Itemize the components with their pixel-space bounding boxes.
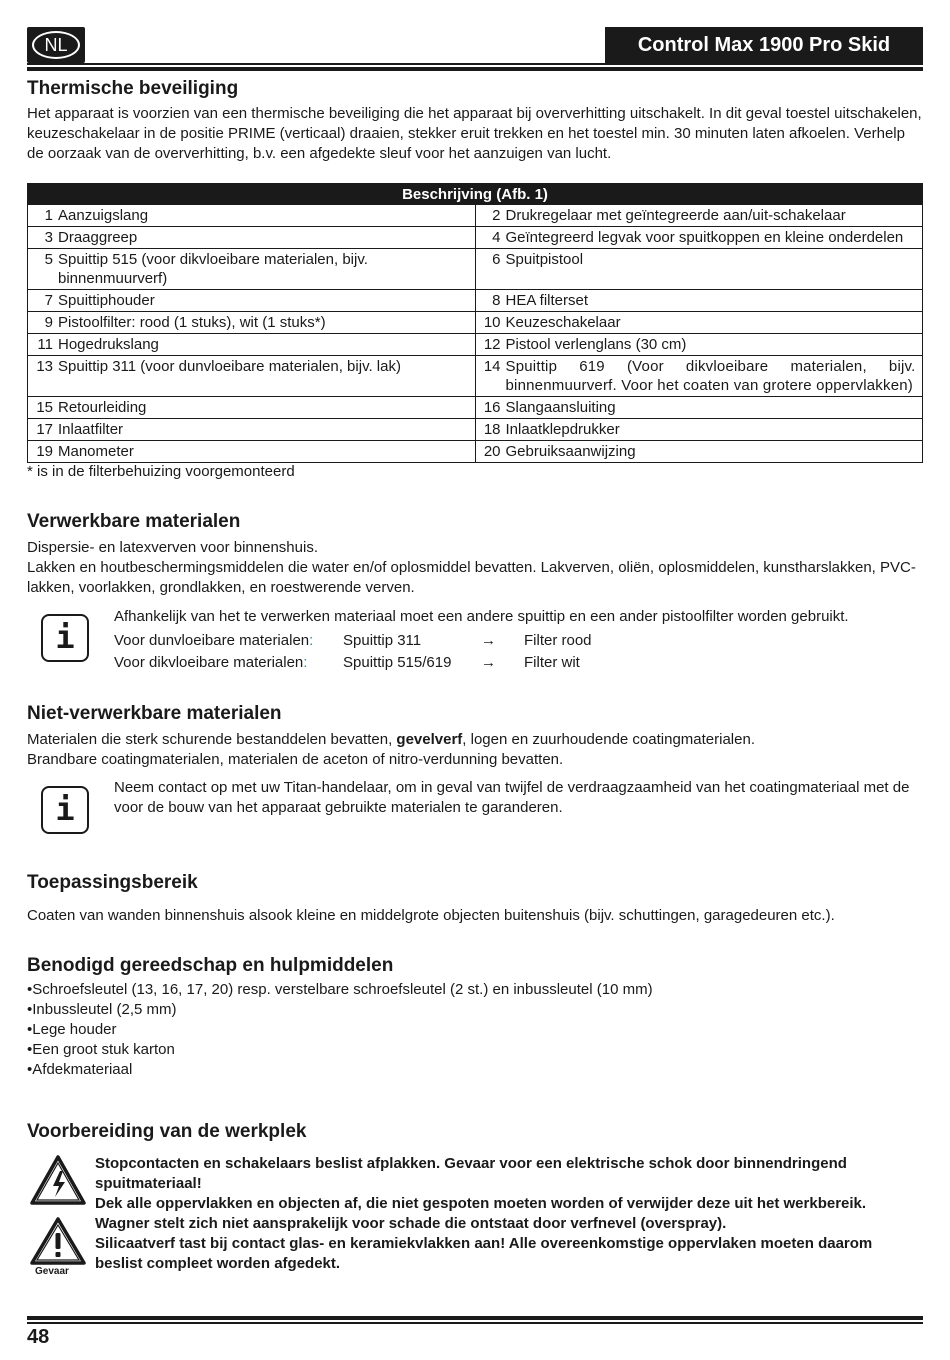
manual-page (27, 0, 923, 1360)
item-number: 19 (36, 443, 53, 460)
list-item: •Afdekmateriaal (27, 1061, 133, 1078)
non-processable-line1: Materialen die sterk schurende bestanddelen bevatten, gevelverf, logen en zuurhoudende coatingmaterialen. (27, 731, 755, 748)
table-row (28, 397, 923, 419)
table-cell (475, 249, 923, 290)
item-number: 9 (44, 314, 53, 331)
item-description: Slangaansluiting (505, 399, 616, 416)
table-cell (28, 441, 476, 463)
list-item: •Een groot stuk karton (27, 1041, 175, 1058)
table-row (28, 441, 923, 463)
item-description: Geïntegreerd legvak voor spuitkoppen en kleine onderdelen (505, 229, 904, 246)
table-cell (475, 441, 923, 463)
application-heading: Toepassingsbereik (27, 872, 198, 893)
thermal-heading: Thermische beveiliging (27, 78, 239, 99)
item-description: Aanzuigslang (58, 207, 149, 224)
table-cell (28, 227, 476, 249)
item-number: 17 (36, 421, 53, 438)
item-number: 15 (36, 399, 53, 416)
item-number: 16 (483, 399, 501, 416)
table-cell (28, 419, 476, 441)
table-cell (475, 334, 923, 356)
item-number: 13 (36, 358, 53, 375)
warning-line: Stopcontacten en schakelaars beslist afplakken. Gevaar voor een elektrische schok door binnendringend spuitmateriaal! (95, 1155, 847, 1192)
warning-line: Silicaatverf tast bij contact glas- en keramiekvlakken aan! Alle overeenkomstige oppervlaken moeten daarom beslist compleet worden afgedekt. (95, 1235, 873, 1272)
page-number: 48 (27, 1326, 50, 1348)
processable-heading: Verwerkbare materialen (27, 511, 241, 532)
workplace-heading: Voorbereiding van de werkplek (27, 1121, 307, 1142)
item-number: 1 (44, 207, 53, 224)
non-processable-line2: Brandbare coatingmaterialen, materialen de aceton of nitro-verdunning bevatten. (27, 751, 564, 768)
table-row (28, 312, 923, 334)
table-cell (475, 290, 923, 312)
arrow-icon: → (481, 632, 496, 649)
item-description: Pistool verlenglans (30 cm) (505, 336, 687, 353)
item-description: HEA filterset (505, 292, 589, 309)
tools-list (27, 980, 653, 1080)
danger-warning-icon (29, 1216, 87, 1266)
table-cell (475, 397, 923, 419)
item-number: 5 (44, 251, 53, 268)
thermal-text: Het apparaat is voorzien van een thermische beveiliging die het apparaat bij oververhitting uitschakelt. In dit geval toestel uitschakelen, keuzeschakelaar in de positie PRIME (verticaal) draaien, stekker eruit trekken en het toestel min. 30 minuten laten afkoelen. Verhelp de oorzaak van de oververhitting, b.v. een afgedekte sleuf voor het aanzuigen van lucht. (27, 105, 922, 162)
processable-line2: Lakken en houtbeschermingsmiddelen die water en/of oplosmiddel bevatten. Lakverven, oliën, oplosmiddelen, kunstharslakken, PVC-lakken, voorlakken, grondlakken, en roestwerende verven. (27, 559, 916, 596)
footer-rule (27, 1316, 923, 1320)
item-description: Drukregelaar met geïntegreerde aan/uit-schakelaar (505, 207, 846, 224)
table-cell (28, 356, 476, 397)
language-badge (27, 27, 85, 63)
item-number: 3 (44, 229, 53, 246)
thin-tip: Spuittip 311 (343, 632, 422, 649)
table-cell (475, 419, 923, 441)
item-description: Manometer (58, 443, 134, 460)
processable-info-text: Afhankelijk van het te verwerken materiaal moet een andere spuittip en een ander pistoolfilter worden gebruikt. (114, 608, 849, 625)
non-processable-heading: Niet-verwerkbare materialen (27, 703, 282, 724)
item-description: Keuzeschakelaar (505, 314, 621, 331)
item-number: 7 (44, 292, 53, 309)
parts-table-caption: Beschrijving (Afb. 1) (28, 184, 923, 205)
list-item: •Inbussleutel (2,5 mm) (27, 1001, 177, 1018)
table-cell (28, 312, 476, 334)
warning-line: Dek alle oppervlakken en objecten af, die niet gespoten moeten worden of verwijder deze uit het werkbereik. (95, 1195, 867, 1212)
warning-line: Wagner stelt zich niet aansprakelijk voor schade die ontstaat door verfnevel (overspray). (95, 1215, 727, 1232)
thin-label: Voor dunvloeibare materialen: (114, 632, 314, 649)
item-description: Spuittiphouder (58, 292, 155, 309)
item-description: Pistoolfilter: rood (1 stuks), wit (1 stuks*) (58, 314, 326, 331)
item-description: Retourleiding (58, 399, 147, 416)
table-cell (28, 290, 476, 312)
item-number: 11 (37, 336, 53, 353)
item-number: 8 (492, 292, 501, 309)
table-cell (475, 205, 923, 227)
header-rule (27, 67, 923, 71)
arrow-icon: → (481, 654, 496, 671)
item-description: Spuittip 311 (voor dunvloeibare materialen, bijv. lak) (58, 358, 401, 375)
parts-table-body (28, 205, 923, 463)
item-number: 14 (483, 358, 501, 375)
table-row (28, 249, 923, 290)
item-description: Spuitpistool (505, 251, 584, 268)
list-item: •Lege houder (27, 1021, 117, 1038)
item-number: 20 (483, 443, 501, 460)
info-icon: i (41, 614, 89, 662)
product-title: Control Max 1900 Pro Skid (605, 27, 923, 63)
processable-line1: Dispersie- en latexverven voor binnenshuis. (27, 539, 318, 556)
item-number: 12 (483, 336, 501, 353)
table-row (28, 205, 923, 227)
table-cell (28, 205, 476, 227)
table-row (28, 334, 923, 356)
thick-filter: Filter wit (524, 654, 580, 671)
item-description: Inlaatfilter (58, 421, 124, 438)
table-row (28, 227, 923, 249)
item-description: Spuittip 515 (voor dikvloeibare materialen, bijv. binnenmuurverf) (58, 251, 368, 287)
table-row (28, 419, 923, 441)
danger-label: Gevaar (35, 1266, 69, 1277)
warning-text-block (95, 1154, 923, 1274)
table-cell (28, 249, 476, 290)
item-number: 6 (492, 251, 501, 268)
table-cell (475, 227, 923, 249)
table-cell (475, 356, 923, 397)
table-row (28, 356, 923, 397)
header-rule-thick (27, 63, 923, 65)
list-item: •Schroefsleutel (13, 16, 17, 20) resp. verstelbare schroefsleutel (2 st.) en inbussleutel (10 mm) (27, 981, 653, 998)
language-code: NL (32, 31, 80, 59)
footer-rule-thin (27, 1322, 923, 1324)
parts-table (27, 183, 923, 463)
table-cell (475, 312, 923, 334)
tools-heading: Benodigd gereedschap en hulpmiddelen (27, 955, 394, 976)
item-description: Spuittip 619 (Voor dikvloeibare materialen, bijv. binnenmuurverf. Voor het coaten van grotere oppervlakken) (505, 358, 916, 394)
thick-label: Voor dikvloeibare materialen: (114, 654, 308, 671)
table-row (28, 290, 923, 312)
table-cell (28, 397, 476, 419)
item-number: 2 (492, 207, 501, 224)
item-number: 10 (483, 314, 501, 331)
item-number: 4 (492, 229, 501, 246)
non-processable-info-text: Neem contact op met uw Titan-handelaar, om in geval van twijfel de verdraagzaamheid van het coatingmateriaal met de voor de bouw van het apparaat gebruikte materialen te garanderen. (114, 779, 910, 816)
electric-shock-warning-icon (29, 1154, 87, 1206)
info-icon: i (41, 786, 89, 834)
thin-filter: Filter rood (524, 632, 592, 649)
thick-tip: Spuittip 515/619 (343, 654, 452, 671)
application-text: Coaten van wanden binnenshuis alsook kleine en middelgrote objecten buitenshuis (bijv. schuttingen, garagedeuren etc.). (27, 907, 835, 924)
item-description: Draaggreep (58, 229, 138, 246)
item-description: Inlaatklepdrukker (505, 421, 620, 438)
item-description: Hogedrukslang (58, 336, 159, 353)
item-number: 18 (483, 421, 501, 438)
item-description: Gebruiksaanwijzing (505, 443, 636, 460)
table-footnote: * is in de filterbehuizing voorgemonteerd (27, 463, 295, 480)
table-cell (28, 334, 476, 356)
